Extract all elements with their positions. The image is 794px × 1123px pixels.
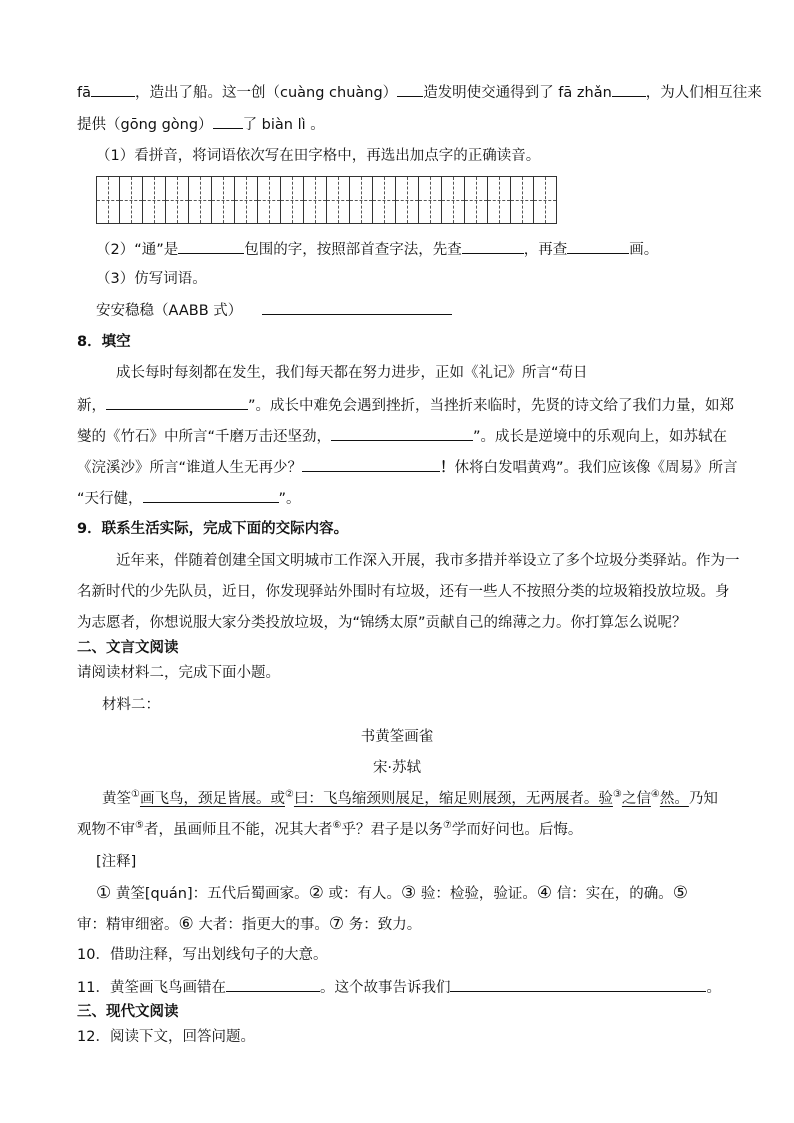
poem-title: 书黄筌画雀 xyxy=(360,729,434,745)
q10: 10．借助注释，写出划线句子的大意。 xyxy=(77,947,328,963)
underlined-sentence: 曰：飞鸟缩颈则展足，缩足则展颈，无两展者。验 xyxy=(293,791,613,807)
answer-blank[interactable] xyxy=(178,239,244,254)
grid-cell[interactable] xyxy=(234,176,257,224)
grid-cell[interactable] xyxy=(372,176,395,224)
intro-text: fā xyxy=(77,85,91,101)
grid-cell[interactable] xyxy=(280,176,303,224)
q7-sub3: （3）仿写词语。 xyxy=(96,271,207,287)
note-marker: ⑥ xyxy=(178,914,194,934)
notes-label: [注释] xyxy=(96,854,137,870)
grid-cell[interactable] xyxy=(464,176,487,224)
note-marker: ⑥ xyxy=(332,820,342,832)
q9-line-2: 名新时代的少先队员，近日，你发现驿站外围时有垃圾，还有一些人不按照分类的垃圾箱投放垃圾。身 xyxy=(77,584,730,600)
underlined-sentence: 然。 xyxy=(659,791,689,807)
q8-line-2 xyxy=(77,395,734,416)
note-text: 或：有人。 xyxy=(328,886,402,902)
note-marker: ② xyxy=(308,883,324,903)
q8-text: ！ xyxy=(440,460,455,476)
grid-cell[interactable] xyxy=(418,176,441,224)
grid-cell[interactable] xyxy=(326,176,349,224)
answer-blank[interactable] xyxy=(462,239,524,254)
q7-text: 包围的字，按照部首查字法，先查 xyxy=(244,242,462,258)
answer-blank[interactable] xyxy=(106,395,248,410)
q7-text: （2）“通”是 xyxy=(96,242,179,258)
grid-cell[interactable] xyxy=(441,176,464,224)
q8-title: 8．填空 xyxy=(77,334,131,350)
q8-text: ”。成长中难免会遇到挫折，当挫折来临时，先贤的诗文给了我们力量，如郑 xyxy=(248,398,735,414)
note-marker: ⑦ xyxy=(442,820,452,832)
grid-cell[interactable] xyxy=(303,176,326,224)
classical-text-line-1 xyxy=(102,789,718,809)
note-marker: ⑤ xyxy=(672,883,688,903)
notes-line-1 xyxy=(96,883,688,904)
answer-blank[interactable] xyxy=(612,82,646,97)
note-text: 审：精审细密。 xyxy=(77,917,179,933)
grid-cell[interactable] xyxy=(533,176,557,224)
grid-cell[interactable] xyxy=(96,176,119,224)
underlined-sentence: 之信 xyxy=(621,791,651,807)
q8-line-1: 成长每时每刻都在发生，我们每天都在努力进步，正如《礼记》所言“苟日 xyxy=(116,365,588,381)
intro-text: ，为人们相互往来 xyxy=(645,85,762,101)
note-marker: ④ xyxy=(536,883,553,903)
q8-text: “天行健， xyxy=(77,491,143,507)
classical-text: 黄筌 xyxy=(102,791,131,807)
underlined-sentence: 画飞鸟，颈足皆展。 xyxy=(139,791,271,807)
note-marker: ① xyxy=(96,883,112,903)
q9-line-1: 近年来，伴随着创建全国文明城市工作深入开展，我市多措并举设立了多个垃圾分类驿站。作为一 xyxy=(116,553,740,569)
q8-text: 新， xyxy=(77,398,106,414)
note-text: 信：实在，的确。 xyxy=(556,886,673,902)
note-text: 黄筌[quán]：五代后蜀画家。 xyxy=(115,886,309,902)
q7-text: 安安稳稳（AABB 式） xyxy=(96,303,243,319)
q7-text: ，再查 xyxy=(523,242,568,258)
q7-sub1: （1）看拼音，将词语依次写在田字格中，再选出加点字的正确读音。 xyxy=(96,148,541,164)
answer-blank[interactable] xyxy=(331,426,473,441)
q11-text: 11．黄筌画飞鸟画错在 xyxy=(77,980,226,996)
answer-blank[interactable] xyxy=(567,239,629,254)
grid-cell[interactable] xyxy=(211,176,234,224)
q8-text: 休将白发唱黄鸡”。我们应该像《周易》所言 xyxy=(454,460,738,476)
classical-text: 观物不审 xyxy=(77,822,135,838)
section2-heading: 二、文言文阅读 xyxy=(77,640,179,656)
grid-cell[interactable] xyxy=(188,176,211,224)
note-marker: ③ xyxy=(612,789,622,801)
poem-author: 宋·苏轼 xyxy=(372,760,422,776)
note-text: 大者：指更大的事。 xyxy=(198,917,329,933)
q9-line-3: 为志愿者，你想说服大家分类投放垃圾，为“锦绣太原”贡献自己的绵薄之力。你打算怎么说呢？ xyxy=(77,615,687,631)
classical-text: 乎？君子是以务 xyxy=(341,822,443,838)
underlined-sentence: 或 xyxy=(270,791,285,807)
note-marker: ⑤ xyxy=(135,820,144,832)
notes-line-2 xyxy=(77,914,421,935)
grid-cell[interactable] xyxy=(119,176,142,224)
grid-cell[interactable] xyxy=(257,176,280,224)
grid-cell[interactable] xyxy=(395,176,418,224)
section3-heading: 三、现代文阅读 xyxy=(77,1004,179,1020)
answer-blank[interactable] xyxy=(226,977,320,992)
q7-sub3-example xyxy=(96,300,452,321)
q12: 12．阅读下文，回答问题。 xyxy=(77,1029,255,1045)
intro-text: ，造出了船。这一创（cuàng chuàng） xyxy=(135,85,398,101)
classical-text: 学而好问也。后悔。 xyxy=(451,822,583,838)
section2-instruction: 请阅读材料二，完成下面小题。 xyxy=(77,665,280,681)
grid-cell[interactable] xyxy=(142,176,165,224)
note-text: 验：检验，验证。 xyxy=(420,886,537,902)
answer-blank[interactable] xyxy=(302,457,440,472)
q8-line-4 xyxy=(77,457,738,478)
classical-text: 者，虽画师且不能，况其大者 xyxy=(143,822,333,838)
material-label: 材料二： xyxy=(102,697,160,713)
note-marker: ④ xyxy=(650,789,660,801)
q8-text: 燮的《竹石》中所言“千磨万击还坚劲， xyxy=(77,429,332,445)
tianzige-grid[interactable] xyxy=(96,176,557,224)
classical-text-line-2 xyxy=(77,820,582,840)
note-marker: ③ xyxy=(401,883,417,903)
q11-text: 。这个故事告诉我们 xyxy=(319,980,451,996)
note-marker: ② xyxy=(284,789,294,801)
q8-line-5 xyxy=(77,488,301,509)
q8-line-3 xyxy=(77,426,727,447)
q8-text: 《浣溪沙》所言“谁道人生无再少？ xyxy=(77,460,303,476)
answer-blank[interactable] xyxy=(91,82,135,97)
answer-blank[interactable] xyxy=(262,300,452,315)
q11 xyxy=(77,977,721,998)
intro-text: 造发明使交通得到了 fā zhǎn xyxy=(423,85,612,101)
grid-cell[interactable] xyxy=(510,176,533,224)
q9-title: 9．联系生活实际，完成下面的交际内容。 xyxy=(77,521,349,537)
intro-text: 提供（gōng gòng） xyxy=(77,117,213,133)
note-marker: ⑦ xyxy=(328,914,345,934)
q8-text: ”。成长是逆境中的乐观向上，如苏轼在 xyxy=(473,429,728,445)
answer-blank[interactable] xyxy=(143,488,279,503)
q7-sub2 xyxy=(96,239,658,260)
answer-blank[interactable] xyxy=(450,977,706,992)
classical-text: 乃知 xyxy=(688,791,718,807)
q11-text: 。 xyxy=(706,980,721,996)
q7-text: 画。 xyxy=(629,242,659,258)
note-marker: ① xyxy=(131,789,140,801)
q8-text: ”。 xyxy=(278,491,301,507)
grid-cell[interactable] xyxy=(165,176,188,224)
intro-line-1 xyxy=(77,82,762,103)
grid-cell[interactable] xyxy=(487,176,510,224)
intro-text: 了 biàn lì 。 xyxy=(242,117,325,133)
intro-line-2 xyxy=(77,114,325,135)
answer-blank[interactable] xyxy=(397,82,423,97)
note-text: 务：致力。 xyxy=(348,917,422,933)
answer-blank[interactable] xyxy=(213,114,243,129)
grid-cell[interactable] xyxy=(349,176,372,224)
